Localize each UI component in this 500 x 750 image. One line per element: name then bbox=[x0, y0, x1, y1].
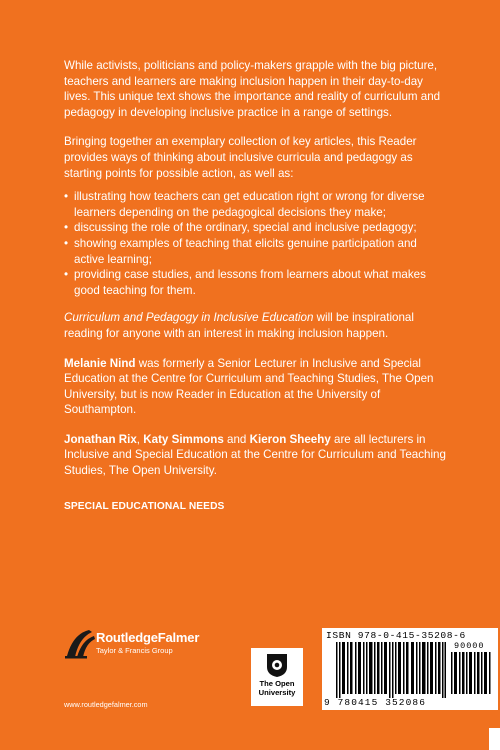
coauthor-name: Jonathan Rix bbox=[64, 432, 137, 446]
intro-paragraph: While activists, politicians and policy-makers grapple with the big picture, teachers and learners are making inclusion happen in their day-to-day lives. This unique text shows the importance and reality of curriculum and pedagogy in developing inclusive practice in a range of settings. bbox=[64, 59, 441, 119]
corner-tab bbox=[489, 728, 500, 750]
publisher-name: RoutledgeFalmer bbox=[96, 630, 200, 645]
ou-text-line: The Open bbox=[259, 679, 295, 688]
bullet-icon: • bbox=[64, 221, 69, 235]
barcode-addon-text: 90000 bbox=[454, 641, 485, 651]
list-item: • illustrating how teachers can get education right or wrong for diverse learners depending on the pedagogical decisions they make; bbox=[64, 190, 425, 219]
back-cover-text bbox=[64, 58, 448, 514]
bullet-icon: • bbox=[64, 268, 69, 282]
list-item: • providing case studies, and lessons from learners about what makes good teaching for them. bbox=[64, 268, 426, 297]
book-statement: Curriculum and Pedagogy in Inclusive Education will be inspirational reading for anyone with an interest in making inclusion happen. bbox=[64, 311, 414, 340]
reader-paragraph: Bringing together an exemplary collection of key articles, this Reader provides ways of thinking about inclusive curricula and pedagogy as starting points for possible action, as well as: bbox=[64, 135, 417, 180]
open-university-shield-icon bbox=[264, 652, 290, 678]
ean-text: 9 780415 352086 bbox=[324, 697, 427, 708]
bullet-icon: • bbox=[64, 236, 69, 250]
ou-text-line: University bbox=[258, 688, 296, 697]
isbn-text: ISBN 978-0-415-35208-6 bbox=[326, 630, 466, 641]
publisher-website: www.routledgefalmer.com bbox=[64, 700, 148, 709]
barcode-addon-bars-icon bbox=[451, 642, 493, 694]
coauthor-name: Katy Simmons bbox=[143, 432, 224, 446]
list-item: • showing examples of teaching that elicits genuine participation and active learning; bbox=[64, 236, 417, 266]
barcode-bars-icon bbox=[336, 642, 446, 698]
category-label: SPECIAL EDUCATIONAL NEEDS bbox=[64, 500, 225, 512]
isbn-barcode bbox=[322, 628, 498, 710]
book-title: Curriculum and Pedagogy in Inclusive Education bbox=[64, 311, 314, 325]
open-university-logo bbox=[251, 648, 303, 706]
coauthor-name: Kieron Sheehy bbox=[249, 432, 331, 446]
author-bio: Melanie Nind was formerly a Senior Lecturer in Inclusive and Special Education at the Centre for Curriculum and Teaching Studies, The Open University, but is now Reader in Education at the University of Southampton. bbox=[64, 356, 434, 417]
feature-list bbox=[64, 189, 448, 298]
coauthors-bio: Jonathan Rix, Katy Simmons and Kieron Sheehy are all lecturers in Inclusive and Special Education at the Centre for Curriculum and Teaching Studies, The Open University. bbox=[64, 432, 446, 478]
list-item: • discussing the role of the ordinary, special and inclusive pedagogy; bbox=[64, 221, 417, 235]
publisher-group: Taylor & Francis Group bbox=[96, 646, 173, 655]
bullet-icon: • bbox=[64, 190, 69, 204]
author-name: Melanie Nind bbox=[64, 356, 136, 370]
